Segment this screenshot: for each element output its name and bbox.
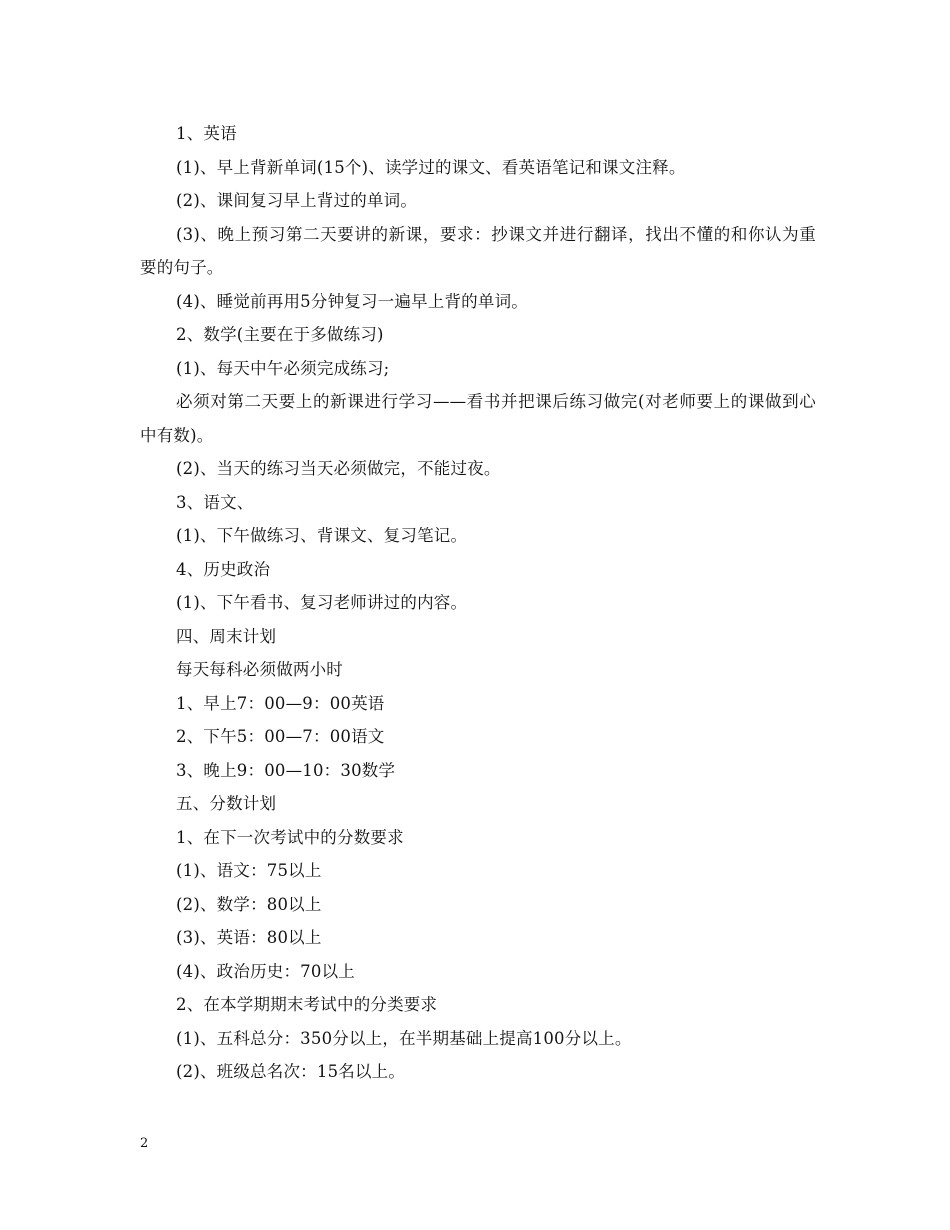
paragraph-history-1: (1)、下午看书、复习老师讲过的内容。 [176,593,468,612]
paragraph-weekend-rule: 每天每科必须做两小时 [176,660,343,679]
paragraph-final-total: (1)、五科总分：350分以上，在半期基础上提高100分以上。 [176,1028,632,1048]
paragraph-math-preview: 必须对第二天要上的新课进行学习——看书并把课后练习做完(对老师要上的课做到心中有数)。 [140,392,816,445]
paragraph-score-heading: 五、分数计划 [176,794,277,813]
paragraph-final-exam: 2、在本学期期末考试中的分类要求 [176,995,438,1014]
paragraph-math-2: (2)、当天的练习当天必须做完，不能过夜。 [176,459,501,478]
paragraph-weekend-1: 1、早上7：00—9：00英语 [176,693,385,713]
paragraph-score-chinese: (1)、语文：75以上 [176,861,322,880]
paragraph-math-1: (1)、每天中午必须完成练习; [176,358,390,378]
paragraph-final-rank: (2)、班级总名次：15名以上。 [176,1062,406,1081]
paragraph-weekend-heading: 四、周末计划 [176,626,277,646]
paragraph-chinese-heading: 3、语文、 [176,492,254,512]
paragraph-english-3: (3)、晚上预习第二天要讲的新课，要求：抄课文并进行翻译，找出不懂的和你认为重要的句子。 [140,224,816,277]
paragraph-english-1: (1)、早上背新单词(15个)、读学过的课文、看英语笔记和课文注释。 [176,157,686,177]
document-body [140,117,816,1089]
page-number: 2 [140,1136,149,1151]
paragraph-score-politics-history: (4)、政治历史：70以上 [176,961,355,981]
paragraph-score-next-exam: 1、在下一次考试中的分数要求 [176,827,404,847]
paragraph-weekend-3: 3、晚上9：00—10：30数学 [176,760,396,780]
paragraph-history-heading: 4、历史政治 [176,559,271,579]
paragraph-math-heading: 2、数学(主要在于多做练习) [176,325,384,344]
paragraph-score-english: (3)、英语：80以上 [176,928,322,947]
paragraph-score-math: (2)、数学：80以上 [176,894,322,914]
paragraph-weekend-2: 2、下午5：00—7：00语文 [176,727,385,746]
paragraph-chinese-1: (1)、下午做练习、背课文、复习笔记。 [176,526,468,545]
paragraph-english-4: (4)、睡觉前再用5分钟复习一遍早上背的单词。 [176,291,528,311]
paragraph-english-heading: 1、英语 [176,124,237,143]
paragraph-english-2: (2)、课间复习早上背过的单词。 [176,191,418,210]
